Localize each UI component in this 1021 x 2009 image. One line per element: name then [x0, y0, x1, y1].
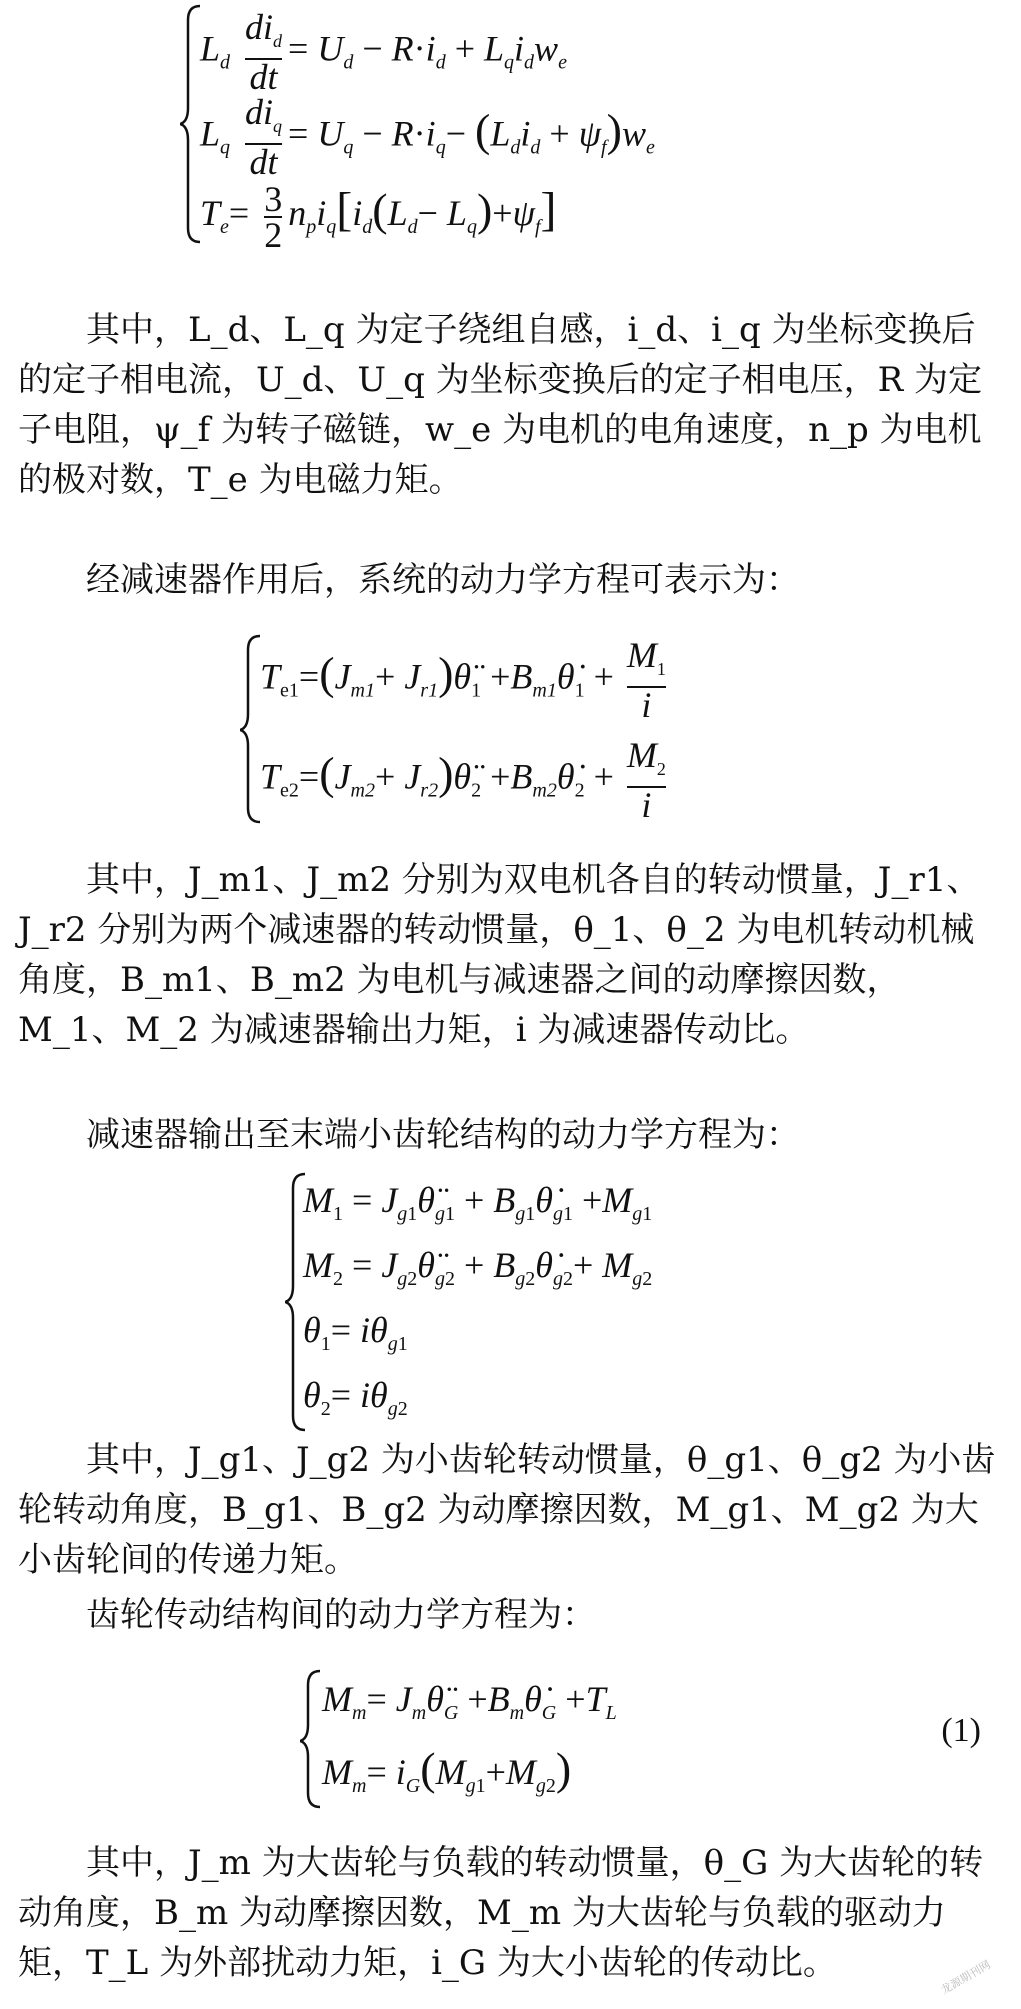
equation-line: $\theta_1= i\theta_{g1}$ [303, 1310, 408, 1356]
equation-block-2 [240, 630, 800, 830]
left-brace [300, 1669, 324, 1809]
watermark: 龙源期刊网 [938, 1958, 993, 1997]
equation-line: $M_2$ = $J_{g2}\thetä_{g2}$ + $B_{g2}\thetȧ_{g2}+ M_{g2}$ [303, 1245, 653, 1291]
paragraph-2: 经减速器作用后，系统的动力学方程可表示为： [86, 560, 800, 600]
equation-block-4 [300, 1665, 720, 1815]
equation-line: $M_m= i_G(M_{g1}+M_{g2})$ [322, 1743, 572, 1798]
equation-block-3 [285, 1170, 805, 1435]
paragraph-6: 齿轮传动结构间的动力学方程为： [86, 1595, 596, 1635]
paragraph-5: 其中，J_g1、J_g2 为小齿轮转动惯量，θ_g1、θ_g2 为小齿轮转动角度，B_g1、B_g2 为动摩擦因数，M_g1、M_g2 为大小齿轮间的传递力矩。 [18, 1440, 996, 1580]
equation-line: $T_{e2}=(J_{m2}+$ $J_{r2})\thetä_2$ $+B_{m2}\thetȧ_2$ + $\frac{M_2}{i}$ [260, 735, 666, 826]
paragraph-4: 减速器输出至末端小齿轮结构的动力学方程为： [86, 1115, 800, 1155]
equation-line: $L_q$ $di_q$ dt = $U_q - R\cdot i_q- (L_di_d + \psi_f)w_e$ [200, 92, 655, 183]
equation-block-1 [180, 0, 780, 255]
paragraph-7: 其中，J_m 为大齿轮与负载的转动惯量，θ_G 为大齿轮的转动角度，B_m 为动摩擦因数，M_m 为大齿轮与负载的驱动力矩，T_L 为外部扰动力矩，i_G 为大小齿轮的传动比。 [18, 1843, 984, 1983]
equation-line: $M_m=$ $J_m\thetä_G$ $+B_m\thetȧ_G +T_L$ [322, 1679, 617, 1725]
equation-line: $M_1$ = $J_{g1}\thetä_{g1}$ + $B_{g1}\thetȧ_{g1} +M_{g1}$ [303, 1180, 653, 1226]
equation-line: $\theta_2= i\theta_{g2}$ [303, 1375, 408, 1421]
equation-line: $L_d$ $di_d$ dt = $U_d - R\cdot i_d + L_qi_dw_e$ [200, 7, 567, 98]
equation-line: $T_{e1}=(J_{m1}+$ $J_{r1})\thetä_1$ $+B_{m1}\thetȧ_1$ + $\frac{M_1}{i}$ [260, 635, 666, 726]
equation-line: $T_e=$ $\frac{3}{2}$ $n_pi_q[i_d(L_d- L_q)+\psi_f]$ [200, 178, 557, 255]
paragraph-3: 其中，J_m1、J_m2 分别为双电机各自的转动惯量，J_r1、J_r2 分别为两个减速器的转动惯量，θ_1、θ_2 为电机转动机械角度，B_m1、B_m2 为电机与减速器之间的动摩擦因数，M_1、M_2 为减速器输出力矩，i 为减速器传动比。 [18, 860, 981, 1050]
paragraph-1: 其中，L_d、L_q 为定子绕组自感，i_d、i_q 为坐标变换后的定子相电流，U_d、U_q 为坐标变换后的定子相电压，R 为定子电阻，ψ_f 为转子磁链，w_e 为电机的电角速度，n_p 为电机的极对数，T_e 为电磁力矩。 [18, 310, 983, 500]
equation-number: (1) [941, 1712, 981, 1749]
